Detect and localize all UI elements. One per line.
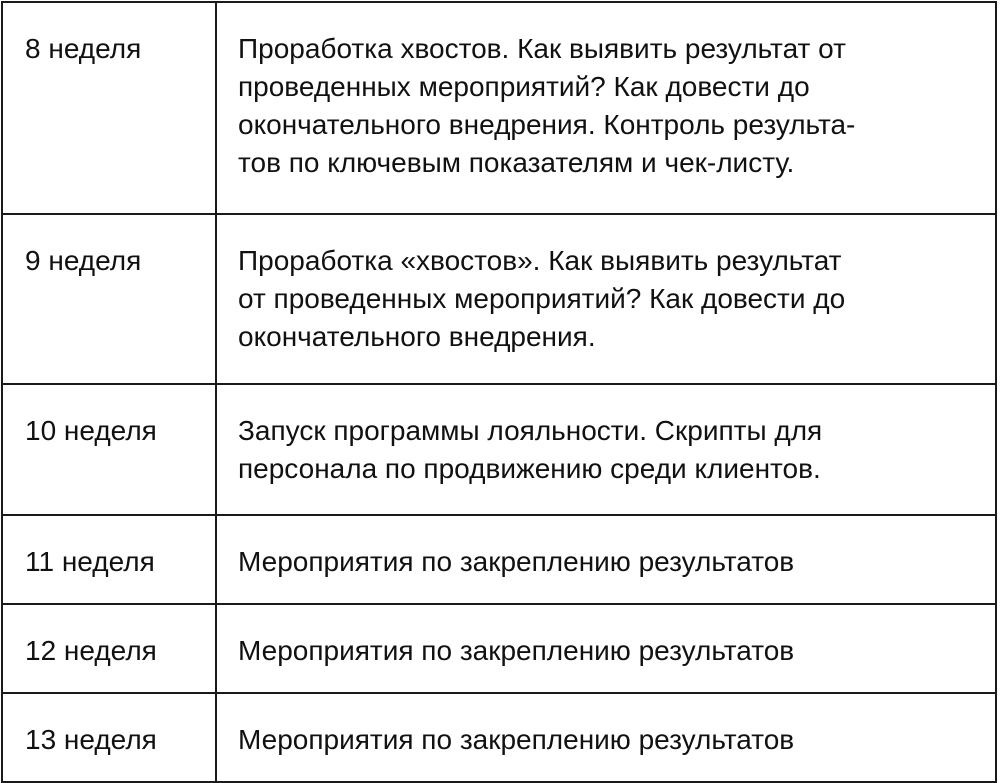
description-cell [216, 693, 996, 782]
table-row [2, 515, 996, 604]
description-line: персонала по продвижению среди клиентов. [238, 453, 821, 484]
description-line: проведенных мероприятий? Как довести до [238, 71, 810, 102]
description-cell [216, 515, 996, 604]
schedule-table-body [2, 2, 996, 782]
description-line: Мероприятия по закреплению результатов [238, 724, 795, 755]
week-cell: 10 неделя [2, 384, 216, 515]
description-line: Мероприятия по закреплению результатов [238, 546, 795, 577]
description-line: Мероприятия по закреплению результатов [238, 635, 795, 666]
table-row [2, 384, 996, 515]
description-line: тов по ключевым показателям и чек-листу. [238, 147, 795, 178]
description-line: окончательного внедрения. Контроль результа- [238, 109, 856, 140]
table-row [2, 2, 996, 214]
description-cell [216, 2, 996, 214]
week-cell: 8 неделя [2, 2, 216, 214]
description-line: Проработка «хвостов». Как выявить результат [238, 245, 842, 276]
week-cell: 9 неделя [2, 214, 216, 384]
description-line: Запуск программы лояльности. Скрипты для [238, 415, 823, 446]
description-line: Проработка хвостов. Как выявить результат от [238, 33, 846, 64]
description-line: от проведенных мероприятий? Как довести до [238, 283, 846, 314]
description-cell [216, 604, 996, 693]
description-cell [216, 384, 996, 515]
table-row [2, 214, 996, 384]
week-cell: 11 неделя [2, 515, 216, 604]
table-row [2, 693, 996, 782]
description-line: окончательного внедрения. [238, 321, 596, 352]
table-row [2, 604, 996, 693]
description-cell [216, 214, 996, 384]
week-cell: 13 неделя [2, 693, 216, 782]
schedule-table [1, 1, 997, 783]
week-cell: 12 неделя [2, 604, 216, 693]
